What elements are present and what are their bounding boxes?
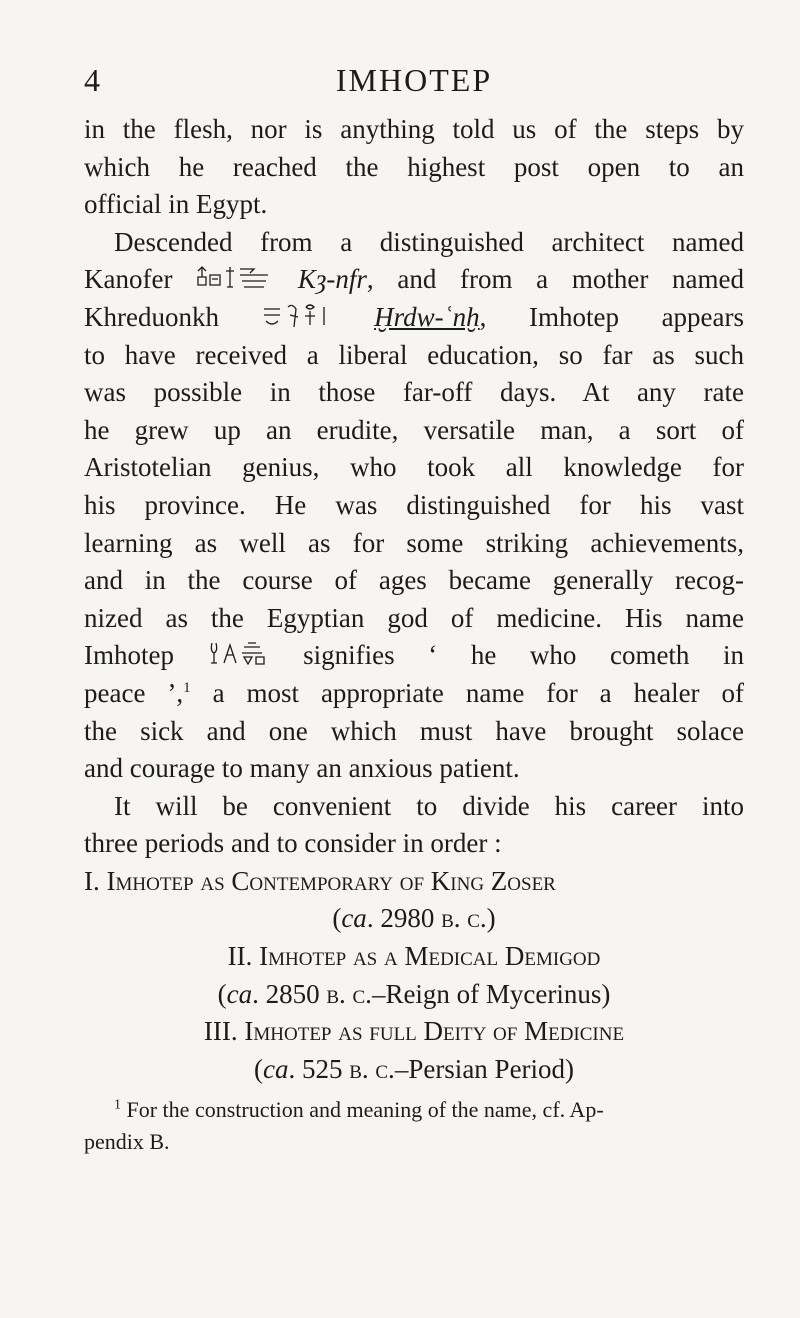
- date-year: . 2980: [366, 903, 442, 934]
- era: b. c.: [441, 903, 487, 934]
- text-line: nized as the Egyptian god of medicine. His name: [84, 602, 744, 633]
- khreduonkh-transliteration: Ḫrdw-ʿnḫ: [374, 301, 480, 332]
- text-line: Descended from a distinguished architect named: [114, 226, 744, 257]
- kanofer-transliteration: Kȝ-nfr: [297, 264, 367, 295]
- period-title: Imhotep as full Deity of Medicine: [244, 1016, 625, 1047]
- date-year: . 525: [288, 1053, 350, 1084]
- period-title: Imhotep as Contemporary of King Zoser: [106, 865, 556, 896]
- khreduonkh-name: Khreduonkh: [84, 301, 219, 332]
- footnote-text: For the construction and meaning of the name, cf. Ap-: [121, 1097, 604, 1123]
- date-close: –Persian Period): [394, 1053, 575, 1084]
- circa: ca: [226, 978, 253, 1009]
- text-line-khreduonkh: [84, 299, 744, 337]
- page-number: 4: [84, 62, 100, 98]
- footnote: [84, 1094, 744, 1158]
- kanofer-name: Kanofer: [84, 264, 173, 295]
- text-line: and courage to many an anxious patient.: [84, 753, 520, 784]
- footnote-line: pendix B.: [84, 1129, 170, 1155]
- era: b. c.: [326, 978, 372, 1009]
- text-line: in the flesh, nor is anything told us of the steps by: [84, 114, 744, 144]
- period-date-3: [84, 1051, 744, 1089]
- period-heading-3: [84, 1013, 744, 1051]
- period-heading-1: [84, 863, 744, 901]
- circa: ca: [341, 903, 367, 934]
- text-line: learning as well as for some striking achievements,: [84, 527, 744, 558]
- date-open: (: [332, 903, 342, 934]
- text-line: Aristotelian genius, who took all knowledge for: [84, 452, 744, 483]
- text-line: to have received a liberal education, so far as such: [84, 339, 744, 370]
- circa: ca: [262, 1053, 289, 1084]
- body-text: [84, 111, 744, 1158]
- khreduonkh-rest: , Imhotep appears: [479, 301, 745, 332]
- imhotep-rest: signifies ‘ he who cometh in: [303, 640, 745, 671]
- date-close: ): [486, 903, 496, 934]
- period-numeral: III.: [203, 1016, 238, 1047]
- imhotep-name: Imhotep: [84, 640, 174, 671]
- period-numeral: I.: [84, 865, 100, 896]
- period-numeral: II.: [227, 941, 253, 972]
- hieroglyph-khreduonkh-icon: [262, 302, 332, 340]
- date-open: (: [253, 1053, 263, 1084]
- peace-rest: a most appropriate name for a healer of: [190, 677, 744, 708]
- date-year: . 2850: [252, 978, 327, 1009]
- text-line: he grew up an erudite, versatile man, a sort of: [84, 414, 744, 445]
- peace-start: peace ’,: [84, 677, 184, 708]
- period-heading-2: [84, 938, 744, 976]
- text-line: was possible in those far-off days. At any rate: [84, 377, 744, 408]
- text-line: and in the course of ages became generally recog-: [84, 565, 744, 596]
- page-header: [84, 60, 744, 100]
- text-line: which he reached the highest post open to an: [84, 151, 744, 182]
- date-close: –Reign of Mycerinus): [371, 978, 611, 1009]
- period-date-1: [84, 900, 744, 938]
- footnote-reference: 1: [183, 679, 191, 696]
- period-title: Imhotep as a Medical Demigod: [259, 941, 601, 972]
- text-line: It will be convenient to divide his career into: [114, 790, 744, 821]
- footnote-line: [84, 1094, 744, 1126]
- hieroglyph-kanofer-icon: [196, 264, 274, 302]
- text-line: his province. He was distinguished for his vast: [84, 489, 744, 520]
- kanofer-rest: , and from a mother named: [366, 264, 744, 295]
- running-head: IMHOTEP: [335, 62, 493, 98]
- text-line-peace: [84, 675, 744, 713]
- text-line: official in Egypt.: [84, 189, 268, 220]
- period-date-2: [84, 976, 744, 1014]
- text-line: the sick and one which must have brought solace: [84, 715, 744, 746]
- date-open: (: [217, 978, 227, 1009]
- text-line-kanofer: [84, 261, 744, 299]
- text-line-imhotep-name: [84, 637, 744, 675]
- footnote-mark: 1: [114, 1098, 121, 1114]
- text-line: three periods and to consider in order :: [84, 828, 502, 859]
- hieroglyph-imhotep-icon: [208, 639, 270, 678]
- era: b. c.: [349, 1053, 395, 1084]
